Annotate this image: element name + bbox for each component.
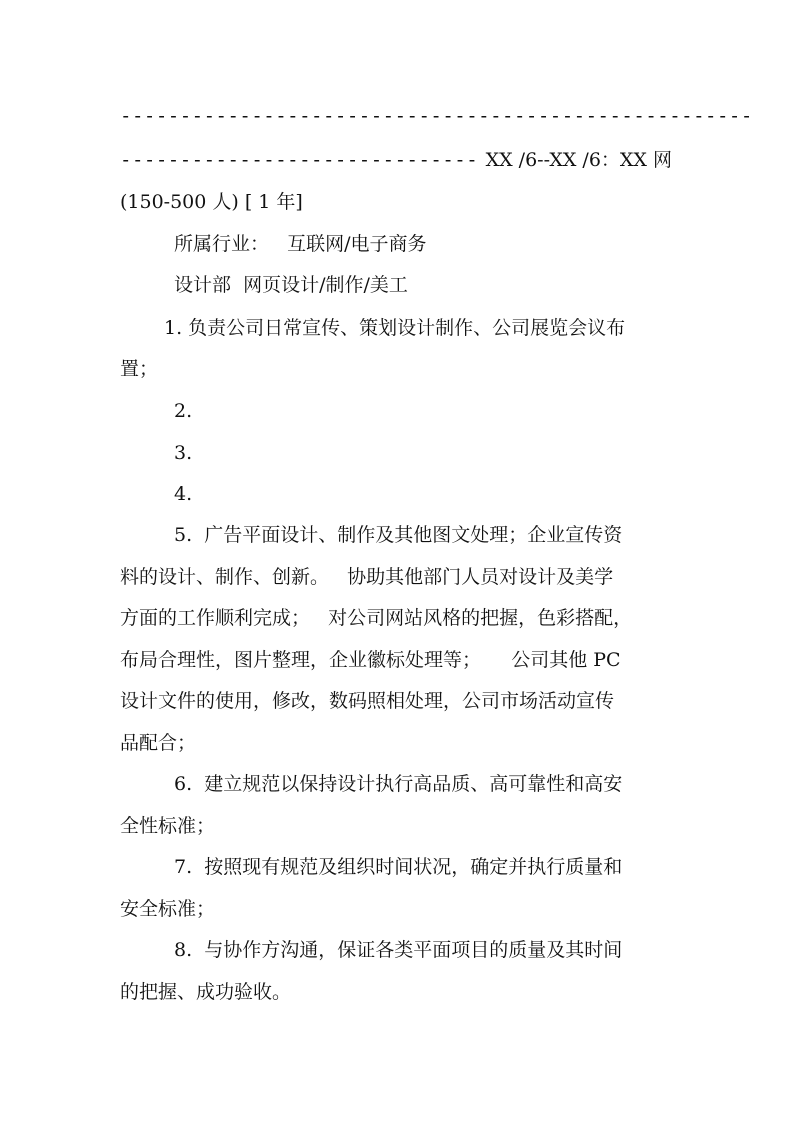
list-item-7-line-2: 安全标准； <box>120 898 216 920</box>
list-item-5-line-5: 设计文件的使用，修改，数码照相处理，公司市场活动宣传 <box>120 690 615 712</box>
list-item-6-line-2: 全性标准； <box>120 815 216 837</box>
employment-dates: XX /6--XX /6：XX 网 <box>485 149 672 171</box>
industry-line: 所属行业： 互联网/电子商务 <box>174 233 427 255</box>
list-item-6-line-1: 6. 建立规范以保持设计执行高品质、高可靠性和高安 <box>174 773 623 795</box>
date-range-line <box>120 148 672 172</box>
list-item-8-line-2: 的把握、成功验收。 <box>120 981 292 1003</box>
company-size: (150-500 人) [ 1 年] <box>120 191 303 213</box>
list-item-5-line-1: 5. 广告平面设计、制作及其他图文处理；企业宣传资 <box>174 524 623 546</box>
list-item-7-line-1: 7. 按照现有规范及组织时间状况，确定并执行质量和 <box>174 856 623 878</box>
list-item-8-line-1: 8. 与协作方沟通，保证各类平面项目的质量及其时间 <box>174 939 623 961</box>
list-item-1-text: 1. 负责公司日常宣传、策划设计制作、公司展览会议布 <box>164 317 626 339</box>
date-line-dashes: ------------------------------ <box>120 149 479 171</box>
list-item-1-line-2: 置； <box>120 358 159 380</box>
list-item-5-line-4: 布局合理性，图片整理，企业徽标处理等； 公司其他 PC <box>120 649 621 671</box>
separator-line: ----------------------------------------------------- <box>120 105 753 127</box>
department-line: 设计部 网页设计/制作/美工 <box>174 274 408 296</box>
list-item-1-line-1 <box>164 316 672 340</box>
list-item-5-line-3: 方面的工作顺利完成； 对公司网站风格的把握，色彩搭配， <box>120 607 633 629</box>
list-item-5-line-6: 品配合； <box>120 732 197 754</box>
list-item-2: 2. <box>174 400 193 422</box>
list-item-5-line-2: 料的设计、制作、创新。 协助其他部门人员对设计及美学 <box>120 566 614 588</box>
list-item-4: 4. <box>174 483 193 505</box>
list-item-3: 3. <box>174 442 193 464</box>
